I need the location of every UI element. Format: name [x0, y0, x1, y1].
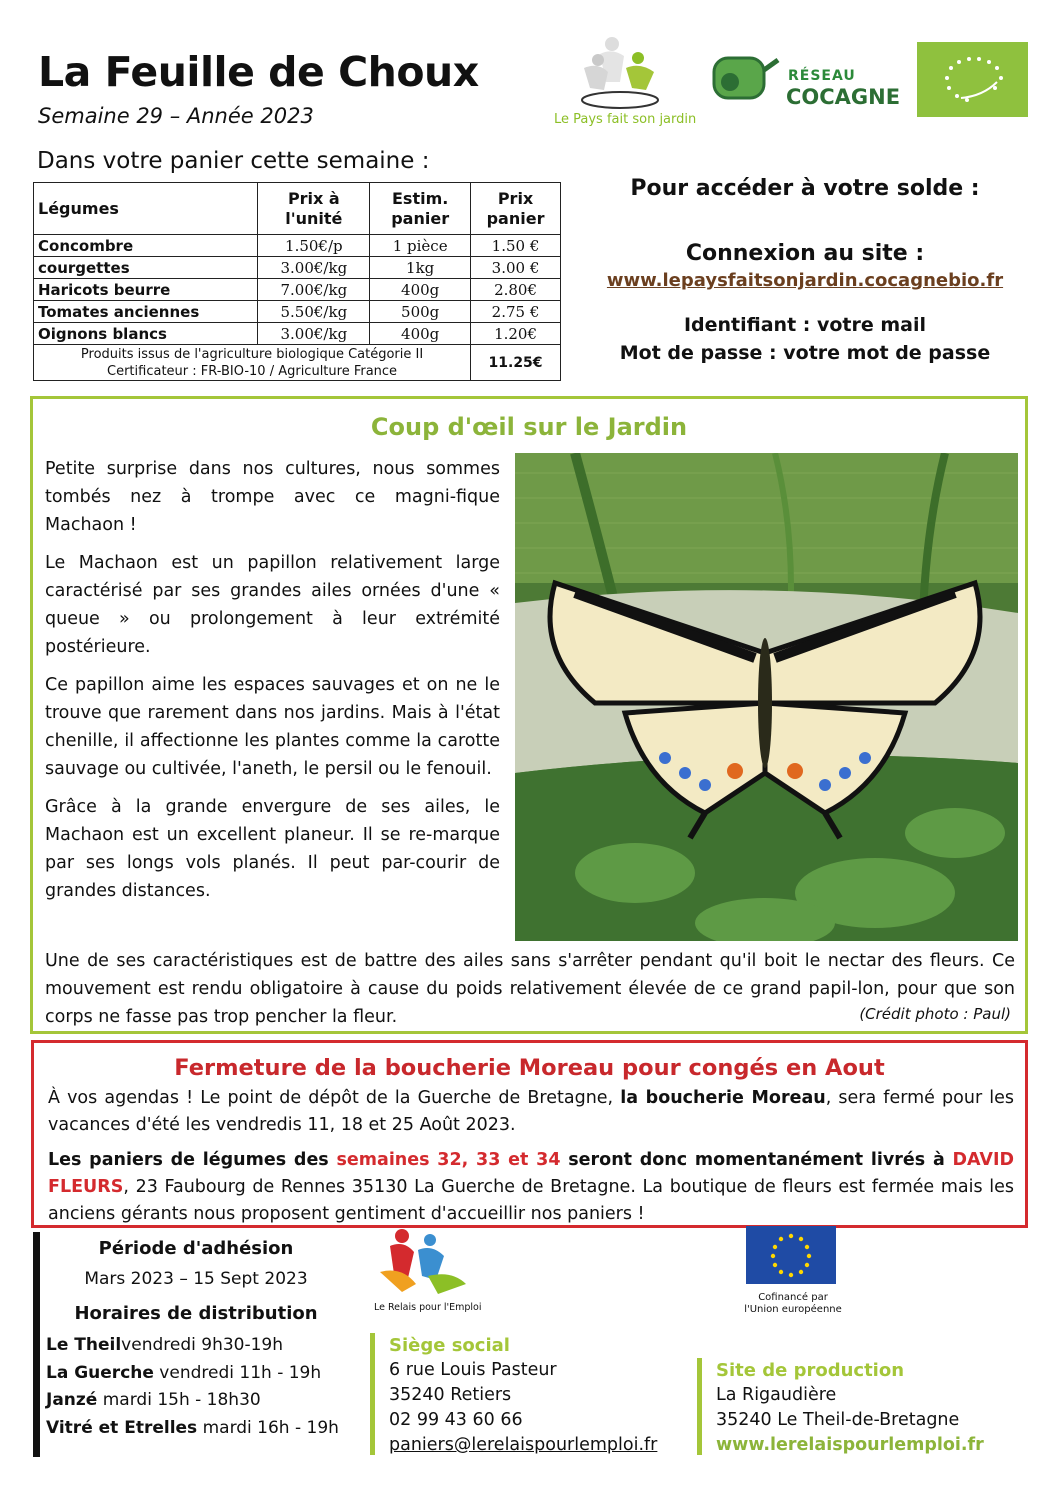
table-cell: 500g	[370, 301, 471, 323]
production-site-address	[697, 1358, 984, 1455]
eu-caption-line: Cofinancé par	[758, 1292, 828, 1303]
garden-heading: Coup d'œil sur le Jardin	[370, 413, 688, 441]
distribution-time: vendredi 11h - 19h	[153, 1362, 322, 1383]
table-cell: Concombre	[34, 235, 258, 257]
newsletter-title: La Feuille de Choux	[38, 48, 479, 96]
closure-emphasis: seront donc momentanément livrés à	[560, 1150, 953, 1170]
garden-section	[30, 396, 1028, 1034]
relais-emploi-logo	[372, 1226, 482, 1326]
table-footer-row	[34, 345, 561, 381]
people-logo-icon	[550, 34, 690, 112]
account-access-panel	[580, 176, 1030, 367]
butterfly-image-icon	[515, 453, 1018, 941]
distribution-place: Janzé	[46, 1390, 98, 1410]
certification-line: Certificateur : FR-BIO-10 / Agriculture France	[107, 363, 398, 379]
table-cell: Haricots beurre	[34, 279, 258, 301]
table-cell: 400g	[370, 279, 471, 301]
distribution-place: La Guerche	[46, 1362, 154, 1383]
pays-fait-son-jardin-logo	[550, 34, 720, 134]
table-row	[34, 323, 561, 345]
address-line: 35240 Retiers	[389, 1385, 512, 1405]
photo-credit: (Crédit photo : Paul)	[859, 1005, 1011, 1023]
distribution-row	[46, 1415, 346, 1443]
table-header-row	[34, 183, 561, 235]
reseau-cocagne-logo	[708, 52, 908, 114]
distribution-row	[46, 1387, 346, 1415]
email-link[interactable]: paniers@lerelaispourlemploi.fr	[389, 1435, 658, 1455]
closure-body	[48, 1085, 1014, 1236]
column-header: Prix panier	[471, 183, 561, 235]
eu-caption	[738, 1292, 848, 1316]
people-colored-icon	[372, 1226, 472, 1300]
distribution-place: Le Theil	[46, 1335, 122, 1355]
certification-line: Produits issus de l'agriculture biologique Catégorie II	[80, 346, 424, 362]
closure-notice	[31, 1040, 1028, 1228]
table-cell: 7.00€/kg	[258, 279, 370, 301]
certification-note	[34, 345, 471, 381]
table-row	[34, 257, 561, 279]
table-cell: 5.50€/kg	[258, 301, 370, 323]
cocagne-name-label: COCAGNE	[786, 85, 901, 109]
relais-logo-caption: Le Relais pour l'Emploi	[374, 1302, 482, 1313]
garden-paragraph-full: Une de ses caractéristiques est de battre des ailes sans s'arrêter pendant qu'il boit le nectar des fleurs. Ce mouvement est rendu obligatoire à cause du poids relativement élevée de ce grand papil-lon, pour que son corps ne fasse pas trop pencher la fleur.	[45, 951, 1015, 1027]
credentials-block	[580, 311, 1030, 367]
garden-text-column	[45, 455, 500, 915]
production-site-heading: Site de production	[716, 1360, 905, 1381]
distribution-row	[46, 1360, 346, 1388]
table-cell: 3.00€/kg	[258, 257, 370, 279]
table-cell: Oignons blancs	[34, 323, 258, 345]
garden-paragraph: Grâce à la grande envergure de ses ailes, le Machaon est un excellent planeur. Il se re-marque par ses longs vols planés. Il peut par-courir de grandes distances.	[45, 797, 500, 901]
eu-caption-line: l'Union européenne	[744, 1304, 842, 1315]
pays-logo-caption: Le Pays fait son jardin	[554, 112, 697, 127]
phone-number: 02 99 43 60 66	[389, 1410, 523, 1430]
closure-text: , 23 Faubourg de Rennes 35130 La Guerche de Bretagne. La boutique de fleurs est fermée mais les anciens gérants nous proposent gentiment d'accueillir nos paniers !	[48, 1177, 1014, 1224]
garden-paragraph: Ce papillon aime les espaces sauvages et on ne le trouve que rarement dans nos jardins. Mais à l'état chenille, il affectionne les plantes comme la carotte sauvage ou cultivée, l'aneth, le persil ou le fenouil.	[45, 675, 500, 779]
closure-paragraph	[48, 1085, 1014, 1139]
watering-can-icon	[708, 52, 780, 108]
address-line: 35240 Le Theil-de-Bretagne	[716, 1410, 960, 1430]
column-header: Estim. panier	[370, 183, 471, 235]
table-cell: 2.75 €	[471, 301, 561, 323]
eu-cofunding-logo	[738, 1226, 848, 1322]
table-row	[34, 279, 561, 301]
organic-leaf-icon	[917, 42, 1028, 117]
password-hint: Mot de passe : votre mot de passe	[619, 342, 991, 364]
table-cell: 1kg	[370, 257, 471, 279]
table-cell: 2.80€	[471, 279, 561, 301]
table-cell: 1 pièce	[370, 235, 471, 257]
column-header: Prix à l'unité	[258, 183, 370, 235]
table-row	[34, 301, 561, 323]
distribution-time: mardi 15h - 18h30	[97, 1390, 261, 1410]
website-link[interactable]: www.lerelaispourlemploi.fr	[716, 1435, 984, 1455]
login-hint: Identifiant : votre mail	[683, 314, 927, 336]
distribution-row	[46, 1332, 346, 1360]
table-cell: courgettes	[34, 257, 258, 279]
account-site-link[interactable]: www.lepaysfaitsonjardin.cocagnebio.fr	[606, 270, 1004, 291]
period-dates: Mars 2023 – 15 Sept 2023	[84, 1269, 308, 1289]
table-cell: 400g	[370, 323, 471, 345]
cocagne-reseau-label: RÉSEAU	[788, 68, 856, 84]
closure-paragraph	[48, 1147, 1014, 1228]
issue-subtitle: Semaine 29 – Année 2023	[38, 104, 314, 128]
garden-paragraph: Le Machaon est un papillon relativement large caractérisé par ses grandes ailes ornées d'une « queue » ou prolongement à leur extrémité postérieure.	[45, 553, 500, 657]
table-cell: 1.50 €	[471, 235, 561, 257]
table-cell: Tomates anciennes	[34, 301, 258, 323]
table-cell: 1.20€	[471, 323, 561, 345]
account-heading: Pour accéder à votre solde :	[630, 176, 980, 201]
basket-heading: Dans votre panier cette semaine :	[37, 148, 430, 174]
footer-divider	[33, 1232, 40, 1457]
membership-hours	[46, 1238, 346, 1442]
closure-highlight: DAVID FLEURS	[48, 1150, 1014, 1197]
basket-total: 11.25€	[471, 345, 561, 381]
closure-heading: Fermeture de la boucherie Moreau pour congés en Aout	[174, 1055, 885, 1081]
closure-text: À vos agendas ! Le point de dépôt de la Guerche de Bretagne,	[48, 1088, 621, 1108]
connect-heading: Connexion au site :	[685, 241, 925, 266]
table-cell: 3.00€/kg	[258, 323, 370, 345]
eu-organic-logo	[917, 42, 1028, 117]
eu-flag-icon	[738, 1226, 848, 1286]
closure-text: , sera fermé pour les vacances d'été les vendredis 11, 18 et 25 Août 2023.	[48, 1088, 1014, 1135]
address-line: La Rigaudière	[716, 1385, 837, 1405]
closure-emphasis: Les paniers de légumes des	[48, 1150, 337, 1170]
distribution-time: vendredi 9h30-19h	[121, 1335, 284, 1355]
address-line: 6 rue Louis Pasteur	[389, 1360, 557, 1380]
closure-highlight: semaines 32, 33 et 34	[336, 1150, 561, 1170]
table-cell: 3.00 €	[471, 257, 561, 279]
period-heading: Période d'adhésion	[98, 1238, 294, 1259]
table-cell: 1.50€/p	[258, 235, 370, 257]
garden-paragraph: Petite surprise dans nos cultures, nous sommes tombés nez à trompe avec ce magni-fique Machaon !	[45, 459, 500, 535]
head-office-heading: Siège social	[389, 1335, 510, 1356]
head-office-address	[370, 1333, 657, 1455]
distribution-time: mardi 16h - 19h	[197, 1417, 339, 1438]
closure-emphasis: la boucherie Moreau	[620, 1088, 826, 1108]
vegetable-table	[33, 182, 561, 381]
distribution-place: Vitré et Etrelles	[46, 1417, 198, 1438]
swallowtail-butterfly-photo	[515, 453, 1018, 941]
table-row	[34, 235, 561, 257]
column-header: Légumes	[34, 183, 258, 235]
distribution-heading: Horaires de distribution	[74, 1303, 318, 1324]
